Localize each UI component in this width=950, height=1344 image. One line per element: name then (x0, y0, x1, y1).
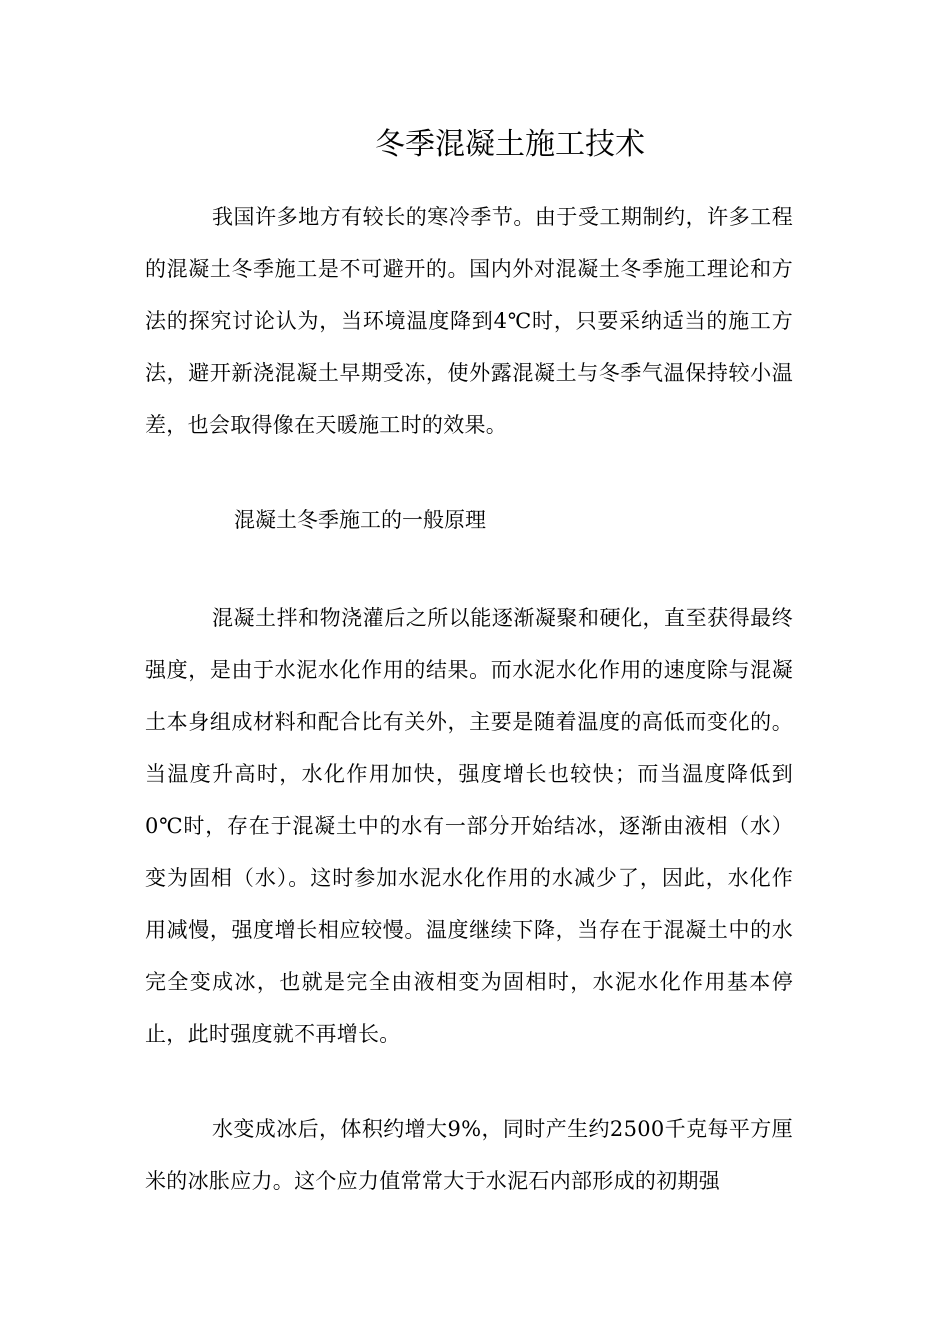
document-title: 冬季混凝土施工技术 (375, 127, 645, 162)
principle-paragraph: 混凝土拌和物浇灌后之所以能逐渐凝聚和硬化，直至获得最终强度，是由于水泥水化作用的结果。而水泥水化作用的速度除与混凝土本身组成材料和配合比有关外，主要是随着温度的高低而变化的。当温度升高时，水化作用加快，强度增长也较快；而当温度降低到0℃时，存在于混凝土中的水有一部分开始结冰，逐渐由液相（水）变为固相（水）。这时参加水泥水化作用的水减少了，因此，水化作用减慢，强度增长相应较慢。温度继续下降，当存在于混凝土中的水完全变成冰，也就是完全由液相变为固相时，水泥水化作用基本停止，此时强度就不再增长。 (145, 606, 793, 1046)
intro-paragraph: 我国许多地方有较长的寒冷季节。由于受工期制约，许多工程的混凝土冬季施工是不可避开的。国内外对混凝土冬季施工理论和方法的探究讨论认为，当环境温度降到4℃时，只要采纳适当的施工方法，避开新浇混凝土早期受冻，使外露混凝土与冬季气温保持较小温差，也会取得像在天暖施工时的效果。 (145, 205, 793, 437)
freezing-paragraph: 水变成冰后，体积约增大9%，同时产生约2500千克每平方厘米的冰胀应力。这个应力值常常大于水泥石内部形成的初期强 (145, 1117, 793, 1193)
section-heading: 混凝土冬季施工的一般原理 (234, 508, 486, 532)
